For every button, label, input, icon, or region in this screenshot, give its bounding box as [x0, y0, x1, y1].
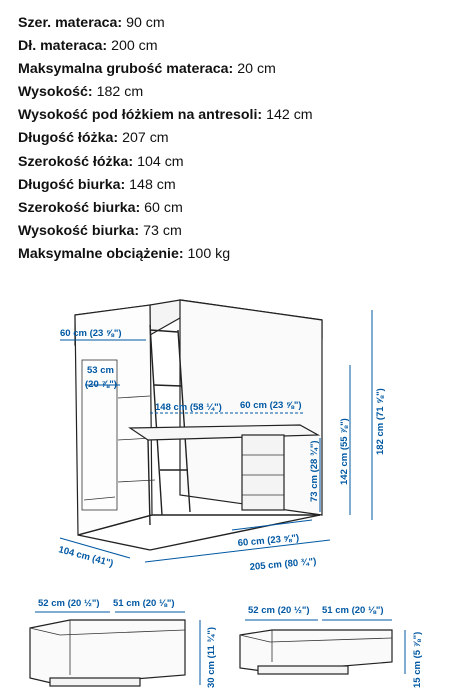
spec-label: Szerokość biurka:: [18, 199, 141, 216]
specifications-list: [18, 12, 458, 266]
spec-height: [18, 81, 458, 104]
spec-mattress-thickness: [18, 58, 458, 81]
drawer-shallow-illustration: [240, 620, 405, 674]
spec-label: Długość biurka:: [18, 176, 126, 193]
spec-value: 90 cm: [126, 15, 165, 31]
spec-mattress-width: [18, 12, 458, 35]
label-drawer1-height: 30 cm (11 ¾"): [206, 626, 217, 688]
spec-label: Wysokość biurka:: [18, 222, 140, 239]
label-bed-depth-top: 60 cm (23 ⅝"): [60, 328, 122, 339]
label-drawer2-depth: 51 cm (20 ⅛"): [322, 605, 384, 616]
spec-desk-width: [18, 197, 458, 220]
spec-label: Maksymalna grubość materaca:: [18, 61, 234, 78]
spec-desk-length: [18, 174, 458, 197]
spec-bed-width: [18, 151, 458, 174]
spec-mattress-length: [18, 35, 458, 58]
spec-label: Wysokość pod łóżkiem na antresoli:: [18, 107, 263, 124]
label-drawer1-width: 52 cm (20 ½"): [38, 598, 100, 609]
label-drawer2-height: 15 cm (5 ⅞"): [412, 631, 423, 688]
label-total-height: 182 cm (71 ⅝"): [375, 388, 386, 455]
spec-value: 142 cm: [266, 107, 313, 124]
spec-bed-length: [18, 127, 458, 150]
spec-value: 148 cm: [129, 176, 176, 193]
label-bed-length: 205 cm (80 ¾"): [249, 556, 317, 573]
spec-value: 104 cm: [137, 153, 184, 170]
spec-value: 207 cm: [122, 130, 169, 147]
spec-under-bed-height: [18, 104, 458, 127]
label-desk-height: 73 cm (28 ¾"): [309, 440, 320, 502]
spec-value: 60 cm: [144, 199, 183, 216]
spec-value: 20 cm: [237, 61, 276, 78]
spec-max-load: [18, 243, 458, 266]
spec-label: Wysokość:: [18, 84, 93, 101]
label-wardrobe-width-1: 53 cm: [87, 365, 114, 376]
label-under-bed-height: 142 cm (55 ⅞"): [339, 418, 350, 485]
spec-label: Szer. materaca:: [18, 15, 123, 31]
label-wardrobe-width-2: (20 ⅞"): [85, 379, 117, 390]
spec-label: Maksymalne obciążenie:: [18, 245, 184, 262]
label-drawer1-depth: 51 cm (20 ⅛"): [113, 598, 175, 609]
spec-value: 73 cm: [143, 222, 182, 239]
label-bottom-depth: 60 cm (23 ⅝"): [237, 532, 300, 549]
spec-label: Długość łóżka:: [18, 130, 119, 147]
spec-label: Szerokość łóżka:: [18, 153, 134, 170]
drawer-deep-illustration: [30, 612, 200, 686]
product-dimension-drawing: [0, 290, 465, 700]
spec-value: 200 cm: [111, 38, 158, 55]
spec-label: Dł. materaca:: [18, 38, 108, 55]
label-desk-depth-top: 60 cm (23 ⅝"): [240, 400, 302, 411]
spec-desk-height: [18, 220, 458, 243]
spec-value: 100 kg: [187, 245, 231, 262]
label-drawer2-width: 52 cm (20 ½"): [248, 605, 310, 616]
label-desk-length: 148 cm (58 ¼"): [155, 402, 222, 413]
spec-value: 182 cm: [96, 84, 144, 101]
label-bed-width: 104 cm (41"): [57, 544, 115, 570]
